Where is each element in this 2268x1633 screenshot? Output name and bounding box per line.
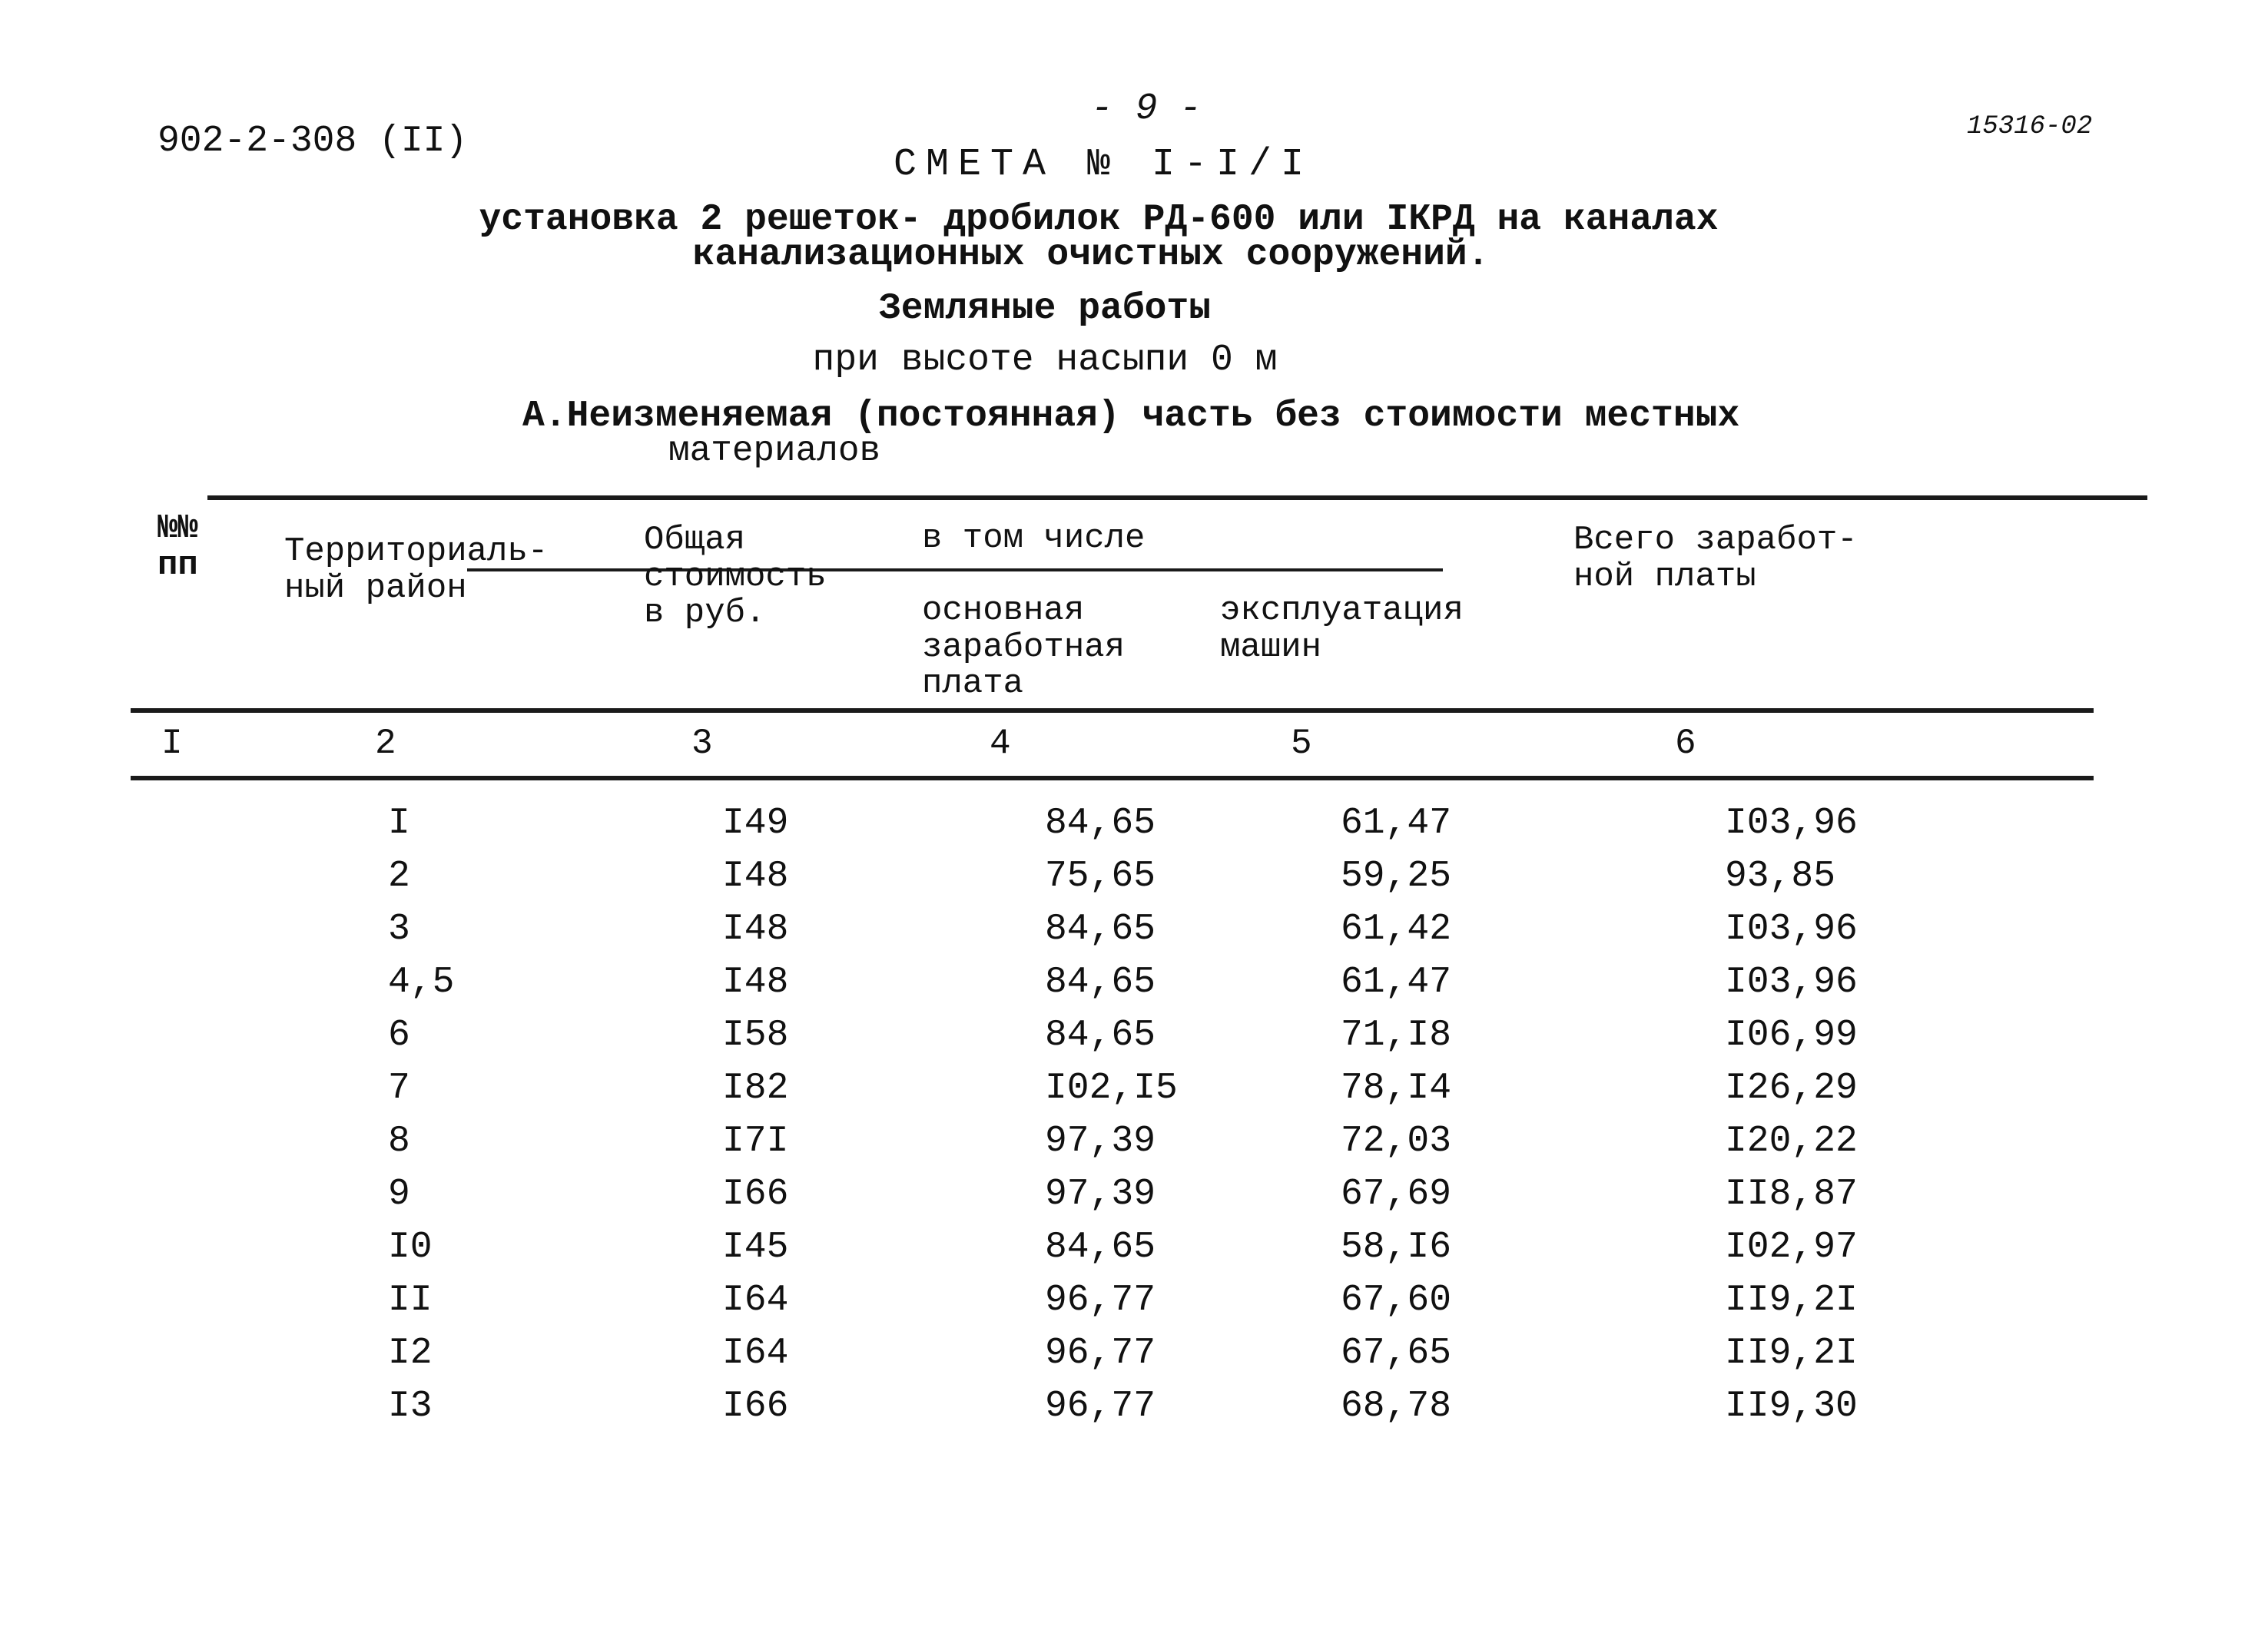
cell-machine-operation: 67,60 [1341,1280,1452,1321]
cell-district: 9 [388,1174,410,1215]
cell-base-wages: 84,65 [1045,962,1156,1003]
header-machine-operation: эксплуатация машин [1220,591,1464,667]
cell-district: 7 [388,1068,410,1109]
embankment-height: при высоте насыпи 0 м [812,340,1278,381]
cell-machine-operation: 61,47 [1341,803,1452,844]
column-number: I [161,724,183,764]
cell-total-cost: I48 [722,909,789,950]
header-district: Территориаль- ный район [284,532,549,608]
cell-district: II [388,1280,433,1321]
cell-district: 2 [388,856,410,897]
header-total-cost: Общая стоимость в руб. [644,521,827,633]
cell-machine-operation: 61,47 [1341,962,1452,1003]
cell-district: 6 [388,1015,410,1056]
cell-district: I2 [388,1333,433,1374]
column-numbers-bottom-rule [131,776,2094,780]
cell-base-wages: 96,77 [1045,1280,1156,1321]
cell-base-wages: 96,77 [1045,1333,1156,1374]
cell-machine-operation: 58,I6 [1341,1227,1452,1268]
cell-total-wages: I06,99 [1725,1015,1858,1056]
cell-total-cost: I64 [722,1333,789,1374]
cell-base-wages: 97,39 [1045,1121,1156,1162]
cell-machine-operation: 67,65 [1341,1333,1452,1374]
cell-total-wages: I03,96 [1725,803,1858,844]
cell-district: I3 [388,1386,433,1427]
cell-total-cost: I48 [722,962,789,1003]
cell-base-wages: 84,65 [1045,803,1156,844]
cell-district: I [388,803,410,844]
cell-total-cost: I66 [722,1174,789,1215]
column-number: 5 [1291,724,1312,764]
cell-district: 3 [388,909,410,950]
cell-total-wages: I20,22 [1725,1121,1858,1162]
cell-district: I0 [388,1227,433,1268]
cell-machine-operation: 71,I8 [1341,1015,1452,1056]
cell-total-cost: I58 [722,1015,789,1056]
cell-total-wages: II8,87 [1725,1174,1858,1215]
header-base-wages: основная заработная плата [922,591,1126,704]
cell-total-cost: I82 [722,1068,789,1109]
header-row-number: №№ пп [158,509,198,585]
cell-total-wages: II9,2I [1725,1280,1858,1321]
cell-total-wages: I03,96 [1725,909,1858,950]
cell-machine-operation: 61,42 [1341,909,1452,950]
cell-base-wages: 84,65 [1045,909,1156,950]
cell-total-cost: I7I [722,1121,789,1162]
header-including: в том числе [922,519,1146,558]
archive-number: 15316-02 [1967,112,2093,141]
document-code: 902-2-308 (II) [158,121,468,162]
cell-machine-operation: 59,25 [1341,856,1452,897]
cell-total-cost: I48 [722,856,789,897]
cell-base-wages: 96,77 [1045,1386,1156,1427]
cell-base-wages: 84,65 [1045,1227,1156,1268]
cell-total-cost: I45 [722,1227,789,1268]
cell-machine-operation: 78,I4 [1341,1068,1452,1109]
cell-base-wages: 75,65 [1045,856,1156,897]
cell-machine-operation: 67,69 [1341,1174,1452,1215]
table-top-rule [207,495,2147,500]
cell-total-wages: I02,97 [1725,1227,1858,1268]
cell-total-cost: I66 [722,1386,789,1427]
estimate-subject-line1: установка 2 решеток- дробилок РД-600 или IКРД на каналах [479,199,1719,240]
cell-total-wages: II9,30 [1725,1386,1858,1427]
cell-total-wages: I03,96 [1725,962,1858,1003]
cell-base-wages: 84,65 [1045,1015,1156,1056]
section-heading-line1: А.Неизменяемая (постоянная) часть без стоимости местных [522,396,1740,437]
column-number: 6 [1675,724,1696,764]
estimate-subject-line2: канализационных очистных сооружений. [692,234,1490,276]
column-number: 2 [375,724,396,764]
column-numbers-top-rule [131,708,2094,713]
cell-district: 4,5 [388,962,455,1003]
cell-total-wages: 93,85 [1725,856,1836,897]
cell-base-wages: I02,I5 [1045,1068,1178,1109]
cell-district: 8 [388,1121,410,1162]
cell-total-wages: II9,2I [1725,1333,1858,1374]
header-total-wages: Всего заработ- ной платы [1573,521,1858,596]
column-number: 4 [990,724,1011,764]
work-type: Земляные работы [878,288,1212,330]
including-rule [467,568,1443,571]
cell-total-cost: I49 [722,803,789,844]
cell-machine-operation: 68,78 [1341,1386,1452,1427]
cell-base-wages: 97,39 [1045,1174,1156,1215]
section-heading-line2: материалов [668,431,881,471]
column-number: 3 [691,724,713,764]
cell-machine-operation: 72,03 [1341,1121,1452,1162]
estimate-title: СМЕТА № I-I/I [893,143,1314,187]
cell-total-wages: I26,29 [1725,1068,1858,1109]
page-number: - 9 - [1091,88,1202,130]
cell-total-cost: I64 [722,1280,789,1321]
